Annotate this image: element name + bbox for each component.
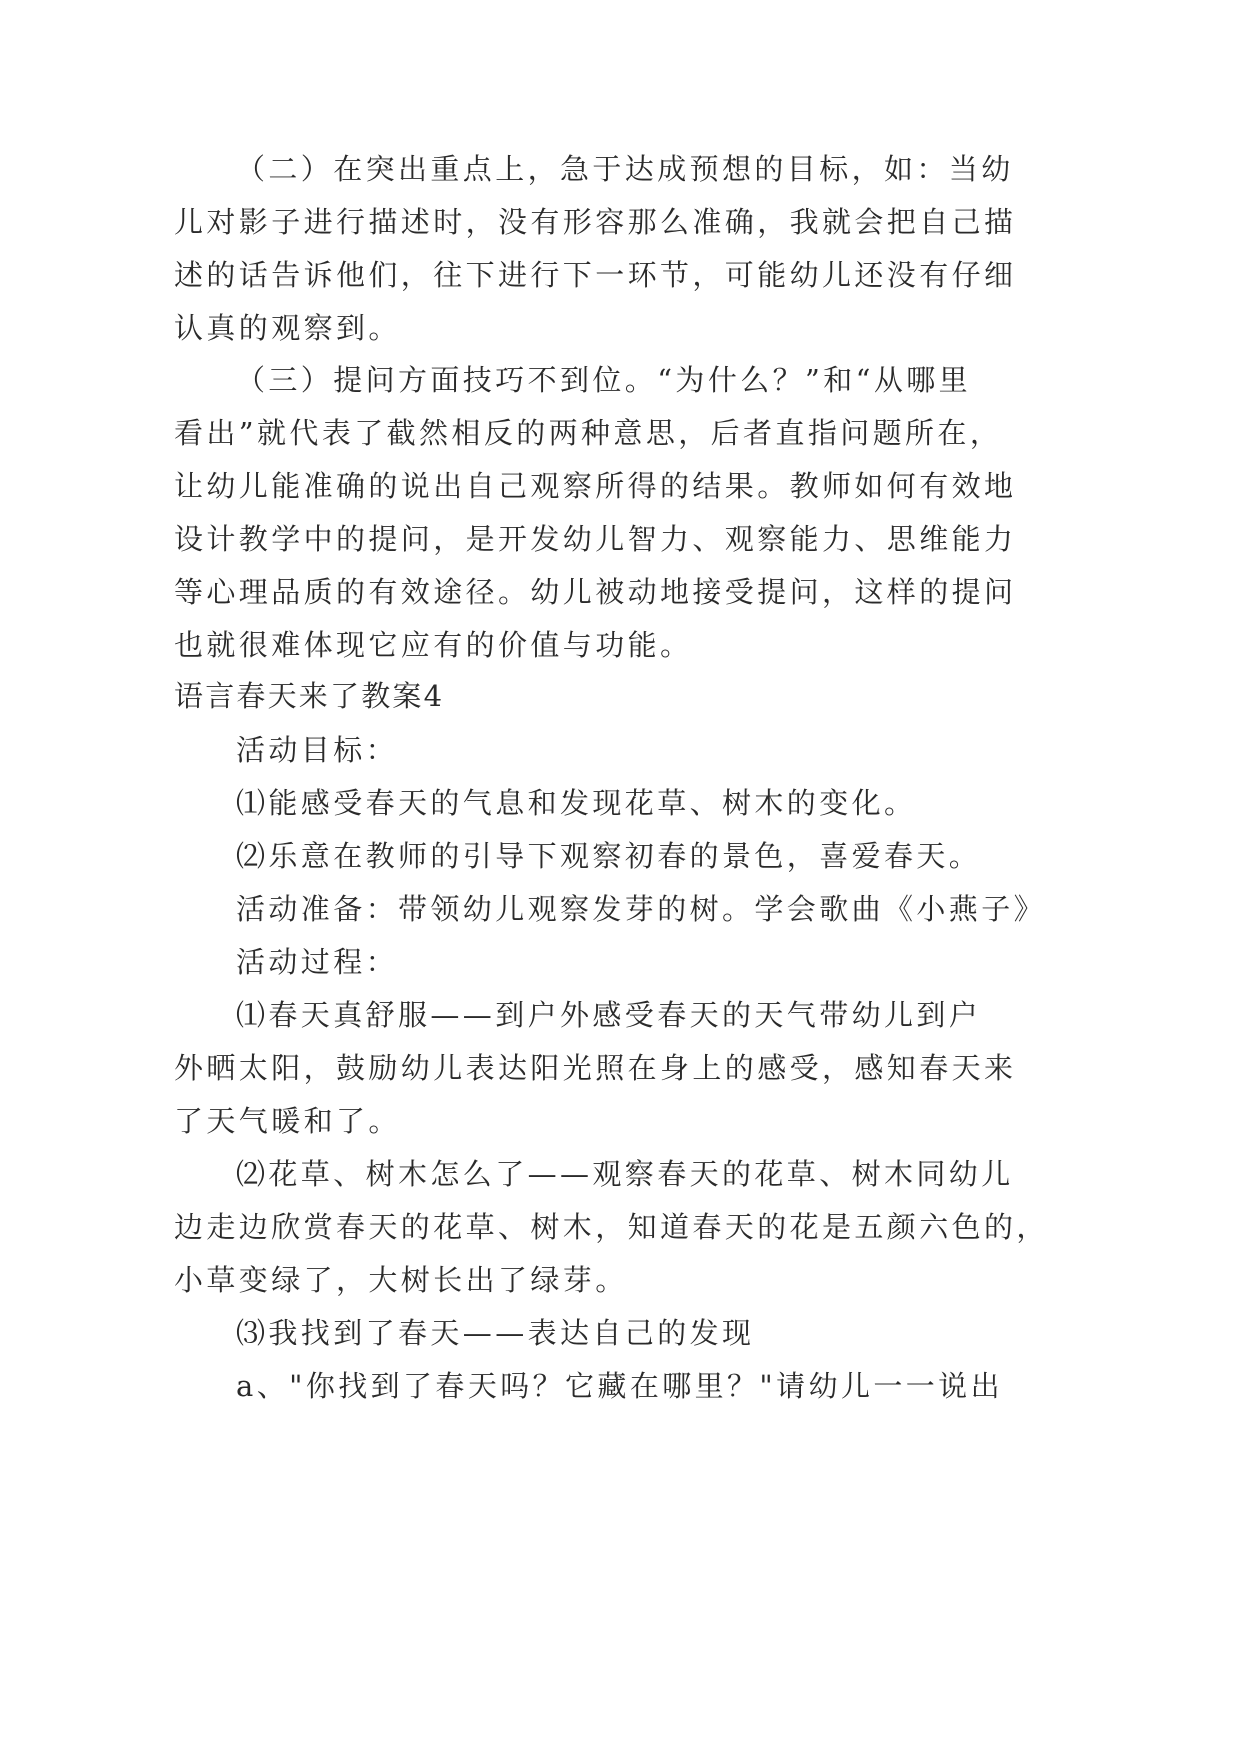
paragraph-line: 让幼儿能准确的说出自己观察所得的结果。教师如何有效地 xyxy=(174,469,1017,503)
paragraph-line: ⑵乐意在教师的引导下观察初春的景色，喜爱春天。 xyxy=(236,839,982,873)
paragraph-line: 也就很难体现它应有的价值与功能。 xyxy=(174,628,693,662)
paragraph-line: 小草变绿了，大树长出了绿芽。 xyxy=(174,1263,628,1297)
paragraph-line: （二）在突出重点上，急于达成预想的目标，如：当幼 xyxy=(236,152,1014,186)
paragraph-line: 了天气暖和了。 xyxy=(174,1104,401,1138)
paragraph-line: 活动准备：带领幼儿观察发芽的树。学会歌曲《小燕子》 xyxy=(236,892,1047,926)
paragraph-line: 活动过程： xyxy=(236,945,399,979)
paragraph-line: 认真的观察到。 xyxy=(174,311,401,345)
paragraph-line: ⑵花草、树木怎么了——观察春天的花草、树木同幼儿 xyxy=(236,1157,1014,1191)
paragraph-line: ⑶我找到了春天——表达自己的发现 xyxy=(236,1316,755,1350)
paragraph-line: 外晒太阳，鼓励幼儿表达阳光照在身上的感受，感知春天来 xyxy=(174,1051,1017,1085)
paragraph-line: 活动目标： xyxy=(236,733,399,767)
paragraph-line: ⑴春天真舒服——到户外感受春天的天气带幼儿到户 xyxy=(236,998,982,1032)
paragraph-line: 儿对影子进行描述时，没有形容那么准确，我就会把自己描 xyxy=(174,205,1017,239)
paragraph-line: 边走边欣赏春天的花草、树木，知道春天的花是五颜六色的， xyxy=(174,1210,1049,1244)
paragraph-line: 述的话告诉他们，往下进行下一环节，可能幼儿还没有仔细 xyxy=(174,258,1017,292)
paragraph-line: ⑴能感受春天的气息和发现花草、树木的变化。 xyxy=(236,786,917,820)
paragraph-line: 等心理品质的有效途径。幼儿被动地接受提问，这样的提问 xyxy=(174,575,1017,609)
paragraph-line: （三）提问方面技巧不到位。“为什么？”和“从哪里 xyxy=(236,363,972,397)
section-heading: 语言春天来了教案4 xyxy=(174,679,445,713)
paragraph-line: a、"你找到了春天吗？它藏在哪里？"请幼儿一一说出 xyxy=(236,1369,1003,1403)
paragraph-line: 设计教学中的提问，是开发幼儿智力、观察能力、思维能力 xyxy=(174,522,1017,556)
paragraph-line: 看出”就代表了截然相反的两种意思，后者直指问题所在， xyxy=(174,416,1003,450)
